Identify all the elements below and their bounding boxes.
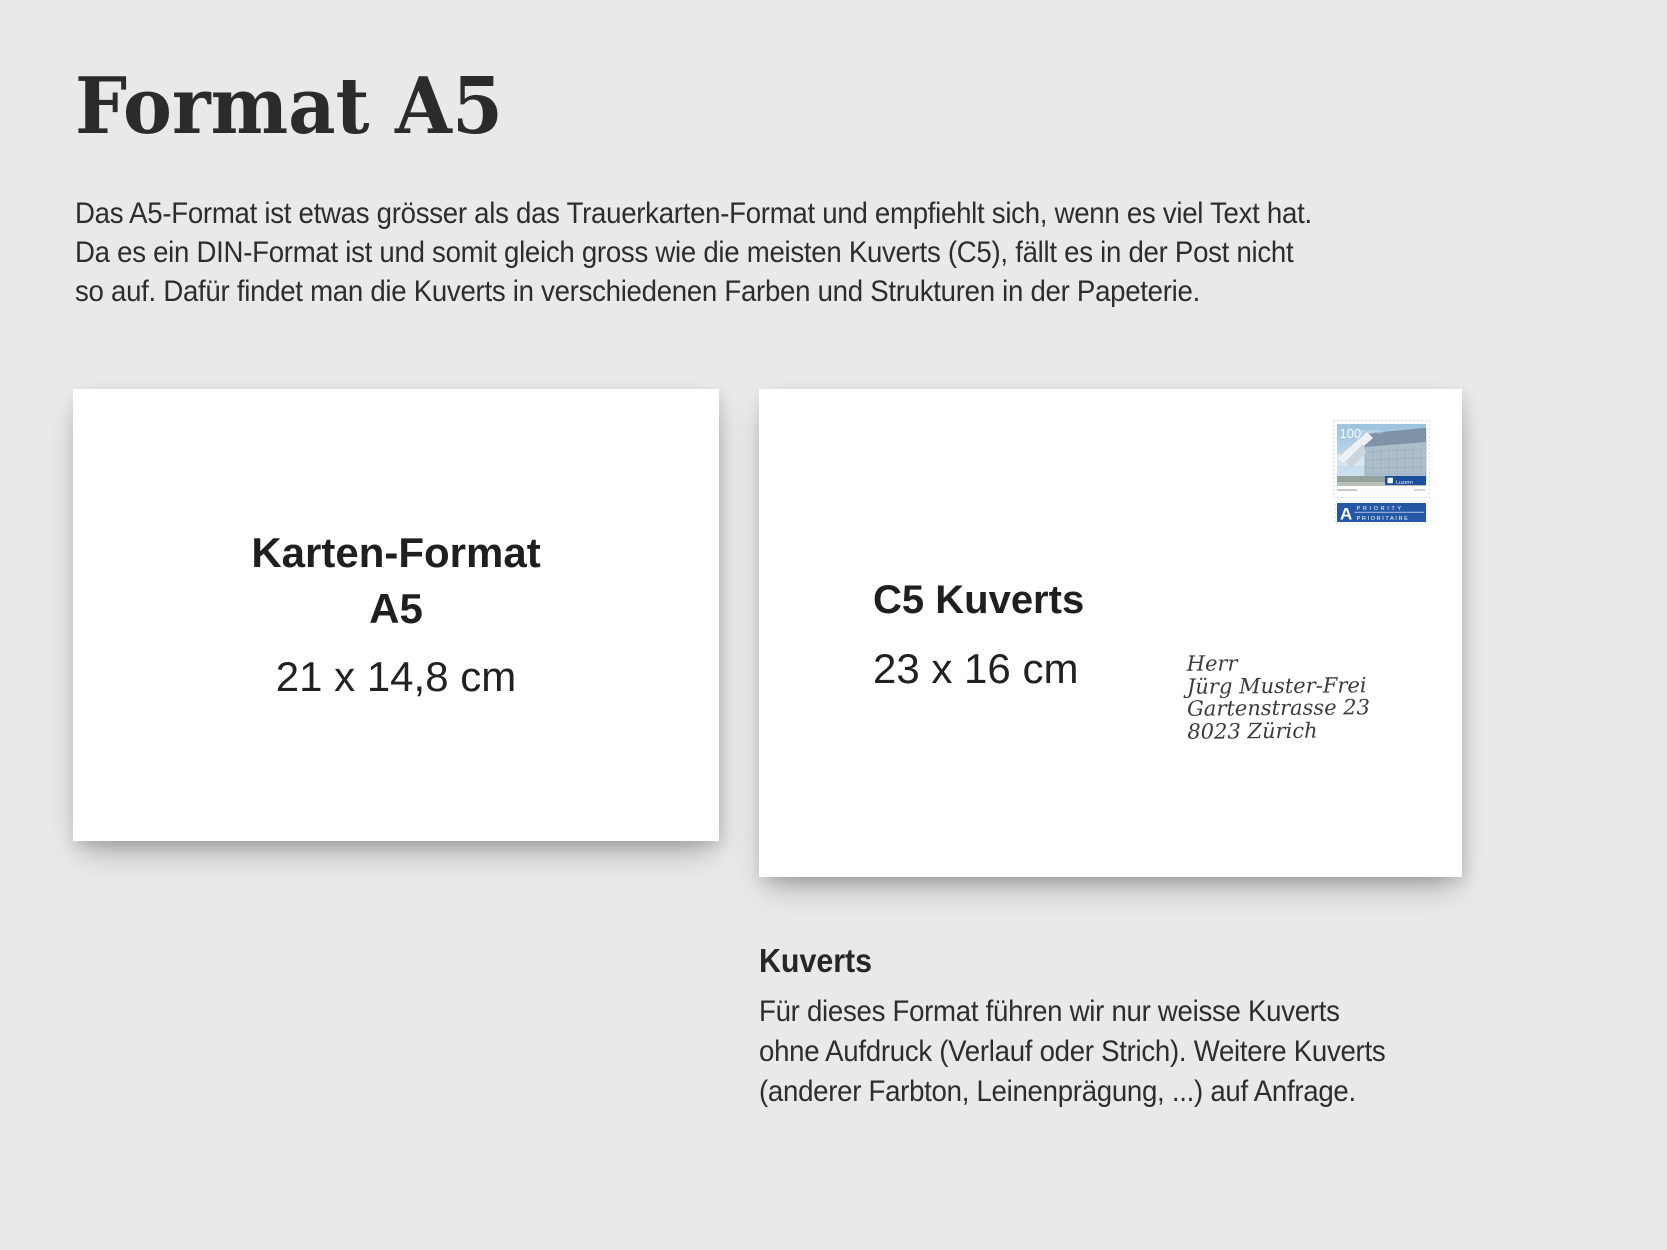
a5-card: [73, 389, 719, 841]
intro-line: so auf. Dafür findet man die Kuverts in verschiedenen Farben und Strukturen in der Papeterie.: [75, 275, 1201, 308]
postage-stamp: [1333, 420, 1430, 498]
intro-line: Das A5-Format ist etwas grösser als das Trauerkarten-Format und empfiehlt sich, wenn es viel Text hat.: [75, 197, 1312, 230]
intro-paragraph: [75, 194, 1312, 311]
note-line: Für dieses Format führen wir nur weisse Kuverts: [759, 995, 1340, 1028]
kuverts-note-body: [759, 992, 1385, 1112]
address-line: Jürg Muster-Frei: [1186, 672, 1367, 699]
stamp-city-label: Luzern: [1396, 479, 1413, 486]
a5-card-dimensions: 21 x 14,8 cm: [275, 653, 517, 700]
kuverts-note-heading: Kuverts: [759, 942, 873, 979]
note-line: (anderer Farbton, Leinenprägung, ...) auf Anfrage.: [759, 1075, 1356, 1108]
note-line: ohne Aufdruck (Verlauf oder Strich). Weitere Kuverts: [759, 1035, 1386, 1068]
address-line: Herr: [1186, 651, 1238, 676]
priority-line2: PRIORITAIRE: [1356, 516, 1410, 522]
c5-envelope-card: [759, 389, 1462, 877]
priority-line1: PRIORITY: [1356, 506, 1404, 513]
envelope-dimensions: 23 x 16 cm: [873, 645, 1079, 692]
page-title: Format A5: [75, 61, 503, 152]
helvetia-stamp-icon: [1333, 420, 1430, 498]
intro-line: Da es ein DIN-Format ist und somit gleich gross wie die meisten Kuverts (C5), fällt es in der Post nicht: [75, 236, 1294, 269]
address-line: Gartenstrasse 23: [1186, 695, 1371, 721]
priority-label: [1335, 501, 1428, 524]
address-line: 8023 Zürich: [1187, 718, 1318, 744]
a5-card-name-line1: Karten-Format: [251, 529, 541, 576]
priority-letter: A: [1340, 504, 1353, 524]
kuverts-note: [759, 941, 1385, 1112]
a5-card-name-line2: A5: [369, 585, 423, 632]
envelope-title: C5 Kuverts: [873, 578, 1085, 622]
stamp-country-label: HELVETIA: [1358, 429, 1384, 435]
a-priority-icon: [1335, 501, 1428, 524]
envelope-address: [1187, 651, 1371, 743]
stamp-value: 100: [1339, 426, 1362, 441]
